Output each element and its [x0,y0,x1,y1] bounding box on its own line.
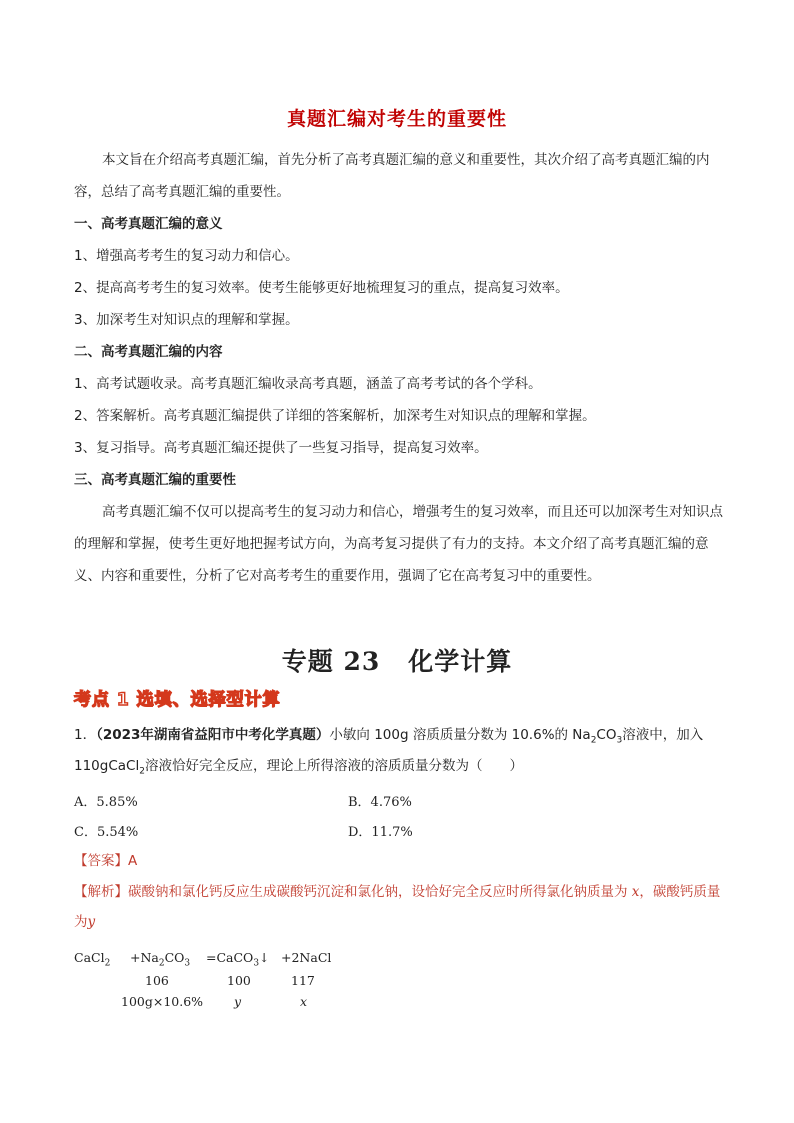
question-line2-sub: 2 [139,766,145,777]
question-sub-b: 3 [616,735,623,746]
equation-nacl: +2NaCl [281,950,332,965]
eq-cacl-text: CaCl [74,950,105,965]
question-line-2 [74,751,724,787]
equation-mass-106: 106 [145,973,169,988]
question-text-b: CO [596,727,617,743]
eq-cacl-sub: 2 [104,958,111,969]
section1-item-2: 2、提高高考考生的复习效率。使考生能够更好地梳理复习的重点，提高复习效率。 [74,280,569,296]
option-a: A．5.85% [74,795,138,810]
question-source: （2023年湖南省益阳市中考化学真题） [96,727,330,743]
equation-mass-100: 100 [227,973,251,988]
equation-var-y: y [234,994,242,1009]
equation-given-mass: 100g×10.6% [121,994,204,1009]
section2-item-2: 2、答案解析。高考真题汇编提供了详细的答案解析，加深考生对知识点的理解和掌握。 [74,408,596,424]
eq-co-sub: 3 [184,958,191,969]
equation-na2co3 [130,950,190,969]
equation-cacl2 [74,950,110,969]
option-b: B．4.76% [348,795,412,810]
section1-heading: 一、高考真题汇编的意义 [74,216,223,232]
analysis-text-b: ，碳酸钙质量为 [74,884,721,930]
option-c: C．5.54% [74,825,139,840]
analysis-text-a: 【解析】碳酸钠和氯化钙反应生成碳酸钙沉淀和氯化钠，设恰好完全反应时所得氯化钠质量为 [74,884,632,900]
analysis-var-y: y [87,914,96,930]
section2-item-1: 1、高考试题收录。高考真题汇编收录高考真题，涵盖了高考考试的各个学科。 [74,376,542,392]
eq-na-text: +Na [130,950,159,965]
equation-caco3 [206,950,270,969]
option-d: D．11.7% [348,825,413,840]
section3-heading: 三、高考真题汇编的重要性 [74,472,236,488]
eq-co-text: CO [164,950,185,965]
answer-line: 【答案】A [74,853,138,869]
analysis-paragraph [74,877,726,937]
question-line2-b: 溶液恰好完全反应，理论上所得溶液的溶质质量分数为（ ） [144,758,523,774]
section2-heading: 二、高考真题汇编的内容 [74,344,223,360]
topic-title [0,642,794,678]
topic-name: 化学计算 [408,647,513,676]
section2-item-3: 3、复习指导。高考真题汇编还提供了一些复习指导，提高复习效率。 [74,440,488,456]
eq-caco-sub: 3 [253,958,260,969]
kaodian-heading: 考点 1 选填、选择型计算 [74,690,281,710]
intro-paragraph: 本文旨在介绍高考真题汇编，首先分析了高考真题汇编的意义和重要性，其次介绍了高考真题汇编的内容，总结了高考真题汇编的重要性。 [74,152,710,200]
section3-paragraph: 高考真题汇编不仅可以提高考生的复习动力和信心，增强考生的复习效率，而且还可以加深考生对知识点的理解和掌握，使考生更好地把握考试方向，为高考复习提供了有力的支持。本文介绍了高考真题汇编的意义、内容和重要性，分析了它对高考考生的重要作用，强调了它在高考复习中的重要性。 [74,504,723,584]
eq-caco-text: =CaCO [206,950,254,965]
question-line2-a: 110gCaCl [74,758,140,774]
question-text-a: 小敏向 100g 溶质质量分数为 10.6%的 Na [329,727,591,743]
eq-na-sub: 2 [158,958,165,969]
equation-var-x: x [300,994,308,1009]
question-sub-a: 2 [590,735,597,746]
section1-item-1: 1、增强高考考生的复习动力和信心。 [74,248,299,264]
analysis-var-x: x [631,884,640,900]
equation-mass-117: 117 [291,973,315,988]
topic-label: 专题 23 [281,647,381,676]
section1-item-3: 3、加深考生对知识点的理解和掌握。 [74,312,299,328]
document-title: 真题汇编对考生的重要性 [286,108,507,130]
precipitate-arrow-icon: ↓ [259,950,270,965]
question-text-c: 溶液中，加入 [622,727,704,743]
question-number: 1． [74,727,97,743]
